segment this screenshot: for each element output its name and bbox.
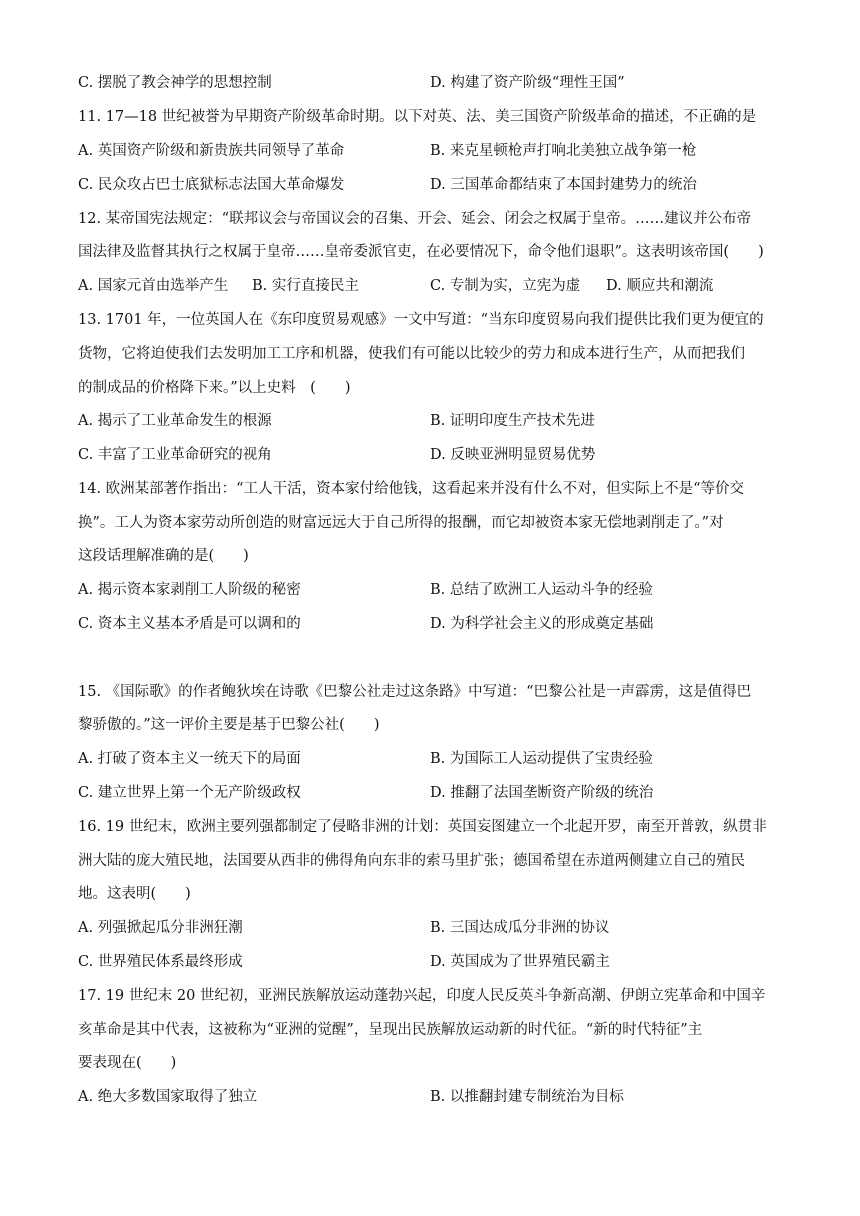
q17-option-b: B. 以推翻封建专制统治为目标 bbox=[430, 1089, 624, 1105]
q15-stem-line-2: 黎骄傲的。”这一评价主要是基于巴黎公社( ) bbox=[78, 717, 380, 733]
q10-option-c: C. 摆脱了教会神学的思想控制 bbox=[78, 75, 272, 91]
q12-option-b: B. 实行直接民主 bbox=[252, 278, 359, 294]
q15-option-d: D. 推翻了法国垄断资产阶级的统治 bbox=[430, 785, 654, 801]
q17-stem-line-1: 17. 19 世纪末 20 世纪初，亚洲民族解放运动蓬勃兴起，印度人民反英斗争新高潮、伊朗立宪革命和中国辛 bbox=[78, 988, 766, 1004]
q16-stem-line-1: 16. 19 世纪末，欧洲主要列强都制定了侵略非洲的计划：英国妄图建立一个北起开罗，南至开普敦，纵贯非 bbox=[78, 819, 767, 835]
q16-option-a: A. 列强掀起瓜分非洲狂潮 bbox=[78, 920, 243, 936]
q14-option-a: A. 揭示资本家剥削工人阶级的秘密 bbox=[78, 582, 301, 598]
q15-option-a: A. 打破了资本主义一统天下的局面 bbox=[78, 751, 301, 767]
q16-stem-line-3: 地。这表明( ) bbox=[78, 886, 191, 902]
q16-option-c: C. 世界殖民体系最终形成 bbox=[78, 954, 243, 970]
q14-stem-line-2: 换”。工人为资本家劳动所创造的财富远远大于自己所得的报酬，而它却被资本家无偿地剥削走了。”对 bbox=[78, 515, 724, 531]
q15-option-b: B. 为国际工人运动提供了宝贵经验 bbox=[430, 751, 653, 767]
q15-option-c: C. 建立世界上第一个无产阶级政权 bbox=[78, 785, 301, 801]
q13-option-c: C. 丰富了工业革命研究的视角 bbox=[78, 447, 272, 463]
q13-option-b: B. 证明印度生产技术先进 bbox=[430, 413, 595, 429]
q13-stem-line-3: 的制成品的价格降下来。”以上史料 ( ) bbox=[78, 380, 351, 396]
q11-option-a: A. 英国资产阶级和新贵族共同领导了革命 bbox=[78, 143, 345, 159]
q13-option-a: A. 揭示了工业革命发生的根源 bbox=[78, 413, 272, 429]
q11-option-b: B. 来克星顿枪声打响北美独立战争第一枪 bbox=[430, 143, 697, 159]
q12-stem-line-2: 国法律及监督其执行之权属于皇帝……皇帝委派官吏，在必要情况下，命令他们退职”。这表明该帝国( ) bbox=[78, 244, 764, 260]
q14-option-c: C. 资本主义基本矛盾是可以调和的 bbox=[78, 616, 301, 632]
q16-option-b: B. 三国达成瓜分非洲的协议 bbox=[430, 920, 610, 936]
q16-stem-line-2: 洲大陆的庞大殖民地，法国要从西非的佛得角向东非的索马里扩张；德国希望在赤道两侧建立自己的殖民 bbox=[78, 853, 745, 869]
q10-option-d: D. 构建了资产阶级“理性王国” bbox=[430, 75, 625, 91]
q11-option-d: D. 三国革命都结束了本国封建势力的统治 bbox=[430, 177, 697, 193]
q11-stem: 11. 17—18 世纪被誉为早期资产阶级革命时期。以下对英、法、美三国资产阶级革命的描述，不正确的是 bbox=[78, 109, 757, 125]
q13-stem-line-2: 货物，它将迫使我们去发明加工工序和机器，使我们有可能以比较少的劳力和成本进行生产，从而把我们 bbox=[78, 346, 745, 362]
q11-option-c: C. 民众攻占巴士底狱标志法国大革命爆发 bbox=[78, 177, 345, 193]
q17-stem-line-3: 要表现在( ) bbox=[78, 1055, 177, 1071]
q13-option-d: D. 反映亚洲明显贸易优势 bbox=[430, 447, 596, 463]
q12-option-a: A. 国家元首由选举产生 bbox=[78, 278, 229, 294]
q12-option-c: C. 专制为实，立宪为虚 bbox=[430, 278, 581, 294]
q17-option-a: A. 绝大多数国家取得了独立 bbox=[78, 1089, 258, 1105]
q12-option-d: D. 顺应共和潮流 bbox=[606, 278, 714, 294]
q14-stem-line-1: 14. 欧洲某部著作指出：“工人干活，资本家付给他钱，这看起来并没有什么不对，但实际上不是“等价交 bbox=[78, 481, 744, 497]
q16-option-d: D. 英国成为了世界殖民霸主 bbox=[430, 954, 610, 970]
q14-option-d: D. 为科学社会主义的形成奠定基础 bbox=[430, 616, 654, 632]
q14-stem-line-3: 这段话理解准确的是( ) bbox=[78, 548, 249, 564]
q15-stem-line-1: 15. 《国际歌》的作者鲍狄埃在诗歌《巴黎公社走过这条路》中写道：“巴黎公社是一声霹雳，这是值得巴 bbox=[78, 684, 752, 700]
q14-option-b: B. 总结了欧洲工人运动斗争的经验 bbox=[430, 582, 653, 598]
q13-stem-line-1: 13. 1701 年，一位英国人在《东印度贸易观感》一文中写道：“当东印度贸易向我们提供比我们更为便宜的 bbox=[78, 312, 764, 328]
q17-stem-line-2: 亥革命是其中代表，这被称为“亚洲的觉醒”，呈现出民族解放运动新的时代征。“新的时代特征”主 bbox=[78, 1022, 703, 1038]
q12-stem-line-1: 12. 某帝国宪法规定：“联邦议会与帝国议会的召集、开会、延会、闭会之权属于皇帝。……建议并公布帝 bbox=[78, 211, 752, 227]
